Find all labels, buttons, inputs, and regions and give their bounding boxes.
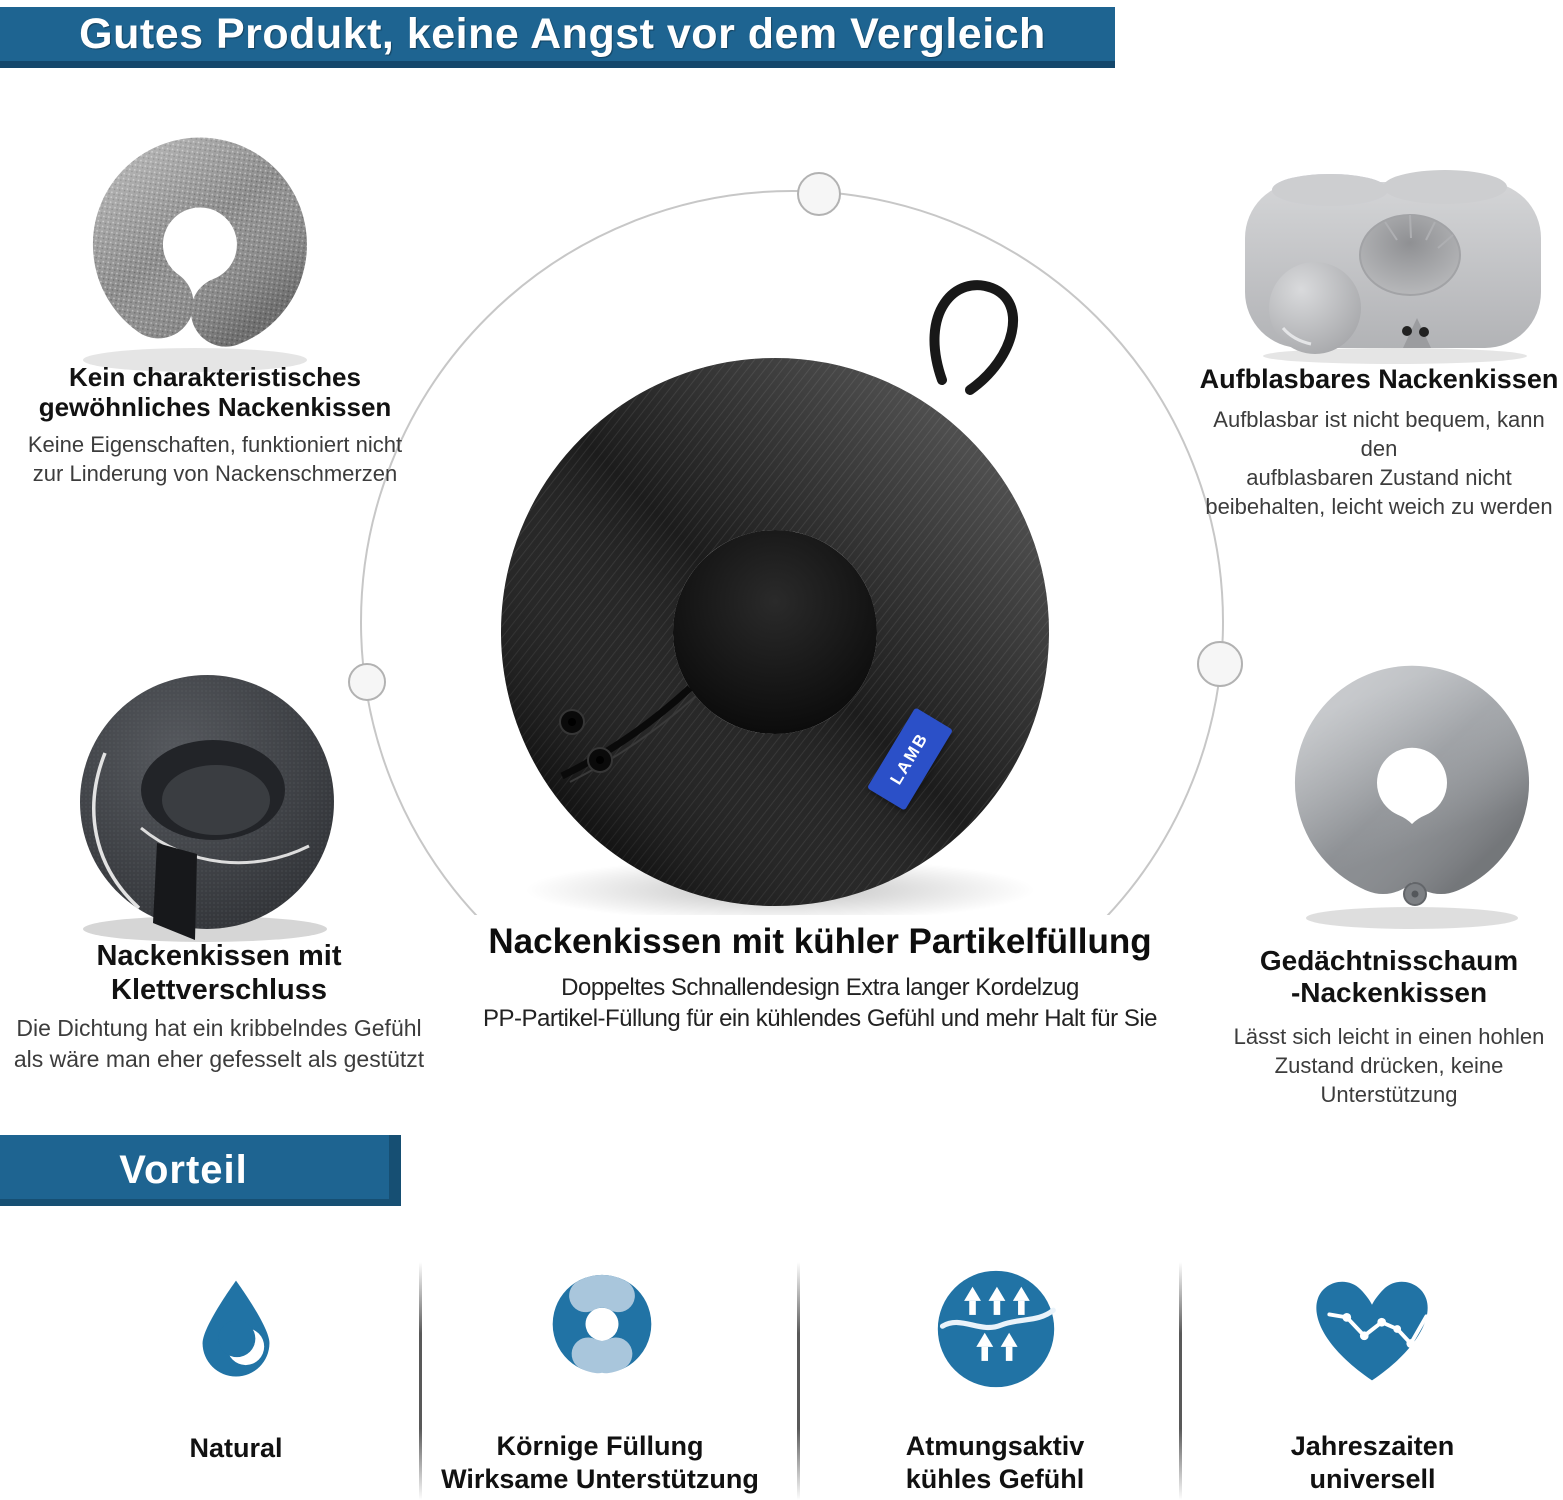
desc-line: Keine Eigenschaften, funktioniert nicht	[27, 432, 403, 458]
comparison-top-right	[1195, 364, 1563, 521]
brand-tag-label: LAMB	[886, 729, 933, 789]
feature-divider	[1179, 1262, 1182, 1500]
feature-label-natural	[86, 1432, 386, 1465]
comparison-desc	[0, 1013, 438, 1074]
label-line: Körnige Füllung	[496, 1431, 704, 1461]
comparison-bottom-left	[0, 940, 438, 1074]
desc-line: Aufblasbar ist nicht bequem, kann den	[1213, 407, 1545, 462]
desc-line: Die Dichtung hat ein kribbelndes Gefühl	[16, 1015, 422, 1042]
comparison-desc	[1215, 1022, 1563, 1109]
label-line: Atmungsaktiv	[905, 1431, 1085, 1461]
memory-foam-pillow-photo	[1262, 660, 1562, 940]
comparison-title	[15, 362, 415, 422]
title-line: Kein charakteristisches	[69, 362, 361, 392]
comparison-title	[1195, 364, 1563, 395]
vorteil-banner	[0, 1135, 401, 1206]
desc-line: zur Linderung von Nackenschmerzen	[32, 461, 398, 487]
heart-trend-icon	[1300, 1266, 1444, 1392]
vorteil-title: Vorteil	[119, 1148, 248, 1192]
feature-label-filling	[425, 1430, 775, 1496]
comparison-desc	[15, 430, 415, 488]
main-black-pillow-photo	[450, 260, 1090, 930]
subtext-line: PP-Partikel-Füllung für ein kühlendes Gefühl und mehr Halt für Sie	[482, 1004, 1157, 1032]
desc-line: als wäre man eher gefesselt als gestützt	[13, 1045, 425, 1072]
title-line: -Nackenkissen	[1290, 977, 1488, 1009]
breathability-arrows-icon	[925, 1268, 1067, 1390]
velcro-pillow-photo	[45, 650, 360, 945]
gray-neck-pillow-photo	[45, 132, 355, 377]
label-line: Jahreszaiten	[1290, 1431, 1455, 1461]
neck-pillow-icon	[535, 1270, 669, 1386]
desc-line: Lässt sich leicht in einen hohlen	[1233, 1023, 1545, 1049]
top-banner	[0, 7, 1115, 68]
feature-label-seasons	[1195, 1430, 1550, 1496]
label-line: universell	[1309, 1463, 1436, 1494]
comparison-top-left	[15, 362, 415, 488]
feature-divider	[419, 1262, 422, 1500]
label-line: Natural	[189, 1433, 283, 1463]
main-product-description	[440, 915, 1200, 1073]
title-line: Nackenkissen mit Klettverschluss	[96, 940, 342, 1006]
water-drop-icon	[192, 1272, 280, 1386]
comparison-desc	[1195, 405, 1563, 521]
comparison-title	[0, 940, 438, 1007]
feature-label-breathable	[820, 1430, 1170, 1496]
title-line: gewöhnliches Nackenkissen	[38, 392, 392, 423]
ring-node-top	[797, 172, 841, 216]
title-line: Gedächtnisschaum	[1259, 945, 1519, 976]
title-line: Aufblasbares Nackenkissen	[1199, 364, 1559, 394]
comparison-bottom-right	[1215, 945, 1563, 1109]
label-line: Wirksame Unterstützung	[441, 1463, 759, 1494]
hanging-rope-loop	[934, 285, 1013, 390]
feature-divider	[797, 1262, 800, 1500]
banner-title: Gutes Produkt, keine Angst vor dem Vergleich	[79, 9, 1046, 58]
subtext-line: Doppeltes Schnallendesign Extra langer Kordelzug	[561, 973, 1079, 1001]
comparison-title	[1215, 945, 1563, 1010]
desc-line: aufblasbaren Zustand nicht	[1246, 465, 1512, 491]
label-line: kühles Gefühl	[905, 1463, 1085, 1494]
desc-line: beibehalten, leicht weich zu werden	[1205, 494, 1553, 520]
main-product-heading: Nackenkissen mit kühler Partikelfüllung	[488, 922, 1152, 961]
desc-line: Zustand drücken, keine Unterstützung	[1274, 1052, 1504, 1107]
ring-node-right	[1197, 641, 1243, 687]
main-product-subtext	[440, 972, 1200, 1034]
inflatable-pillow-photo	[1235, 160, 1555, 365]
